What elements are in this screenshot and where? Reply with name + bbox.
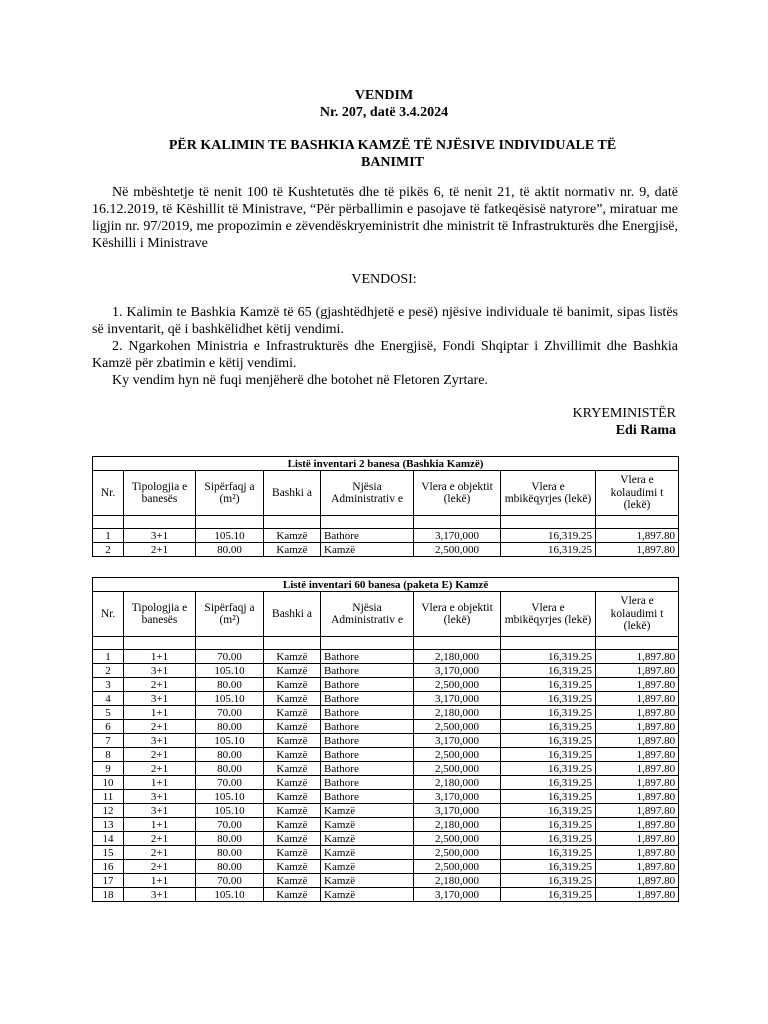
cell-area: 105.10 — [196, 529, 264, 543]
cell-area: 105.10 — [196, 734, 264, 748]
cell-object-value: 2,180,000 — [414, 818, 501, 832]
table-row — [93, 832, 679, 846]
preamble-paragraph: Në mbështetje të nenit 100 të Kushtetutës dhe të pikës 6, të nenit 21, të aktit normativ nr. 9, datë 16.12.2019, të Këshillit të Ministrave, “Për përballimin e pasojave të fatkeqësisë natyrore”, miratuar me ligjin nr. 97/2019, me propozimin e zëvendëskryeministrit dhe ministrit të Infrastrukturës dhe Energjisë, Këshilli i Ministrave — [92, 185, 678, 251]
cell-typology: 2+1 — [124, 832, 196, 846]
cell-supervision-value: 16,319.25 — [501, 762, 596, 776]
table-row — [93, 543, 679, 557]
table-row — [93, 762, 679, 776]
cell-area: 105.10 — [196, 692, 264, 706]
cell-nr: 13 — [93, 818, 124, 832]
cell-nr: 3 — [93, 678, 124, 692]
cell-area: 80.00 — [196, 543, 264, 557]
cell-supervision-value: 16,319.25 — [501, 818, 596, 832]
cell-area: 70.00 — [196, 650, 264, 664]
cell-supervision-value: 16,319.25 — [501, 790, 596, 804]
cell-municipality: Kamzë — [264, 692, 321, 706]
cell-object-value: 3,170,000 — [414, 692, 501, 706]
cell-inspection-value: 1,897.80 — [596, 650, 679, 664]
col-nr: Nr. — [93, 592, 124, 637]
cell-typology: 1+1 — [124, 706, 196, 720]
cell-object-value: 3,170,000 — [414, 804, 501, 818]
decision-number: Nr. 207, datë 3.4.2024 — [319, 105, 449, 120]
cell-area: 80.00 — [196, 860, 264, 874]
signature-name: Edi Rama — [615, 423, 676, 438]
cell-nr: 12 — [93, 804, 124, 818]
cell-inspection-value: 1,897.80 — [596, 846, 679, 860]
cell-typology: 3+1 — [124, 888, 196, 902]
cell-supervision-value: 16,319.25 — [501, 804, 596, 818]
cell-typology: 3+1 — [124, 529, 196, 543]
table-row — [93, 860, 679, 874]
cell-area: 80.00 — [196, 846, 264, 860]
table-row — [93, 734, 679, 748]
cell-object-value: 2,500,000 — [414, 846, 501, 860]
blank-row — [93, 516, 679, 529]
cell-typology: 2+1 — [124, 678, 196, 692]
cell-typology: 2+1 — [124, 860, 196, 874]
cell-object-value: 2,500,000 — [414, 832, 501, 846]
cell-municipality: Kamzë — [264, 818, 321, 832]
cell-admin-unit: Bathore — [321, 734, 414, 748]
cell-supervision-value: 16,319.25 — [501, 860, 596, 874]
cell-municipality: Kamzë — [264, 846, 321, 860]
col-area: Sipërfaqj a (m²) — [196, 471, 264, 516]
cell-nr: 2 — [93, 543, 124, 557]
cell-nr: 17 — [93, 874, 124, 888]
col-admin-unit: Njësia Administrativ e — [321, 592, 414, 637]
cell-area: 105.10 — [196, 664, 264, 678]
cell-object-value: 3,170,000 — [414, 734, 501, 748]
inventory-table-2 — [92, 577, 679, 902]
col-typology: Tipologjia e banesës — [124, 471, 196, 516]
cell-admin-unit: Kamzë — [321, 804, 414, 818]
cell-supervision-value: 16,319.25 — [501, 874, 596, 888]
col-inspection-value: Vlera e kolaudimi t (lekë) — [596, 592, 679, 637]
cell-municipality: Kamzë — [264, 804, 321, 818]
cell-typology: 1+1 — [124, 874, 196, 888]
cell-typology: 2+1 — [124, 748, 196, 762]
cell-admin-unit: Bathore — [321, 678, 414, 692]
cell-municipality: Kamzë — [264, 874, 321, 888]
cell-typology: 3+1 — [124, 664, 196, 678]
col-area: Sipërfaqj a (m²) — [196, 592, 264, 637]
decision-title: VENDIM — [354, 88, 414, 103]
cell-supervision-value: 16,319.25 — [501, 748, 596, 762]
table-row — [93, 888, 679, 902]
cell-inspection-value: 1,897.80 — [596, 734, 679, 748]
cell-area: 80.00 — [196, 678, 264, 692]
cell-object-value: 2,500,000 — [414, 720, 501, 734]
cell-object-value: 2,500,000 — [414, 762, 501, 776]
cell-typology: 3+1 — [124, 790, 196, 804]
cell-nr: 6 — [93, 720, 124, 734]
cell-typology: 1+1 — [124, 650, 196, 664]
cell-area: 70.00 — [196, 874, 264, 888]
cell-object-value: 3,170,000 — [414, 888, 501, 902]
cell-object-value: 3,170,000 — [414, 790, 501, 804]
cell-area: 70.00 — [196, 706, 264, 720]
cell-admin-unit: Bathore — [321, 776, 414, 790]
cell-nr: 5 — [93, 706, 124, 720]
col-inspection-value: Vlera e kolaudimi t (lekë) — [596, 471, 679, 516]
cell-inspection-value: 1,897.80 — [596, 748, 679, 762]
col-municipality: Bashki a — [264, 471, 321, 516]
closing-sentence: Ky vendim hyn në fuqi menjëherë dhe botohet në Fletoren Zyrtare. — [112, 373, 488, 388]
cell-object-value: 2,500,000 — [414, 748, 501, 762]
table-row — [93, 664, 679, 678]
signature-block — [573, 405, 676, 439]
cell-object-value: 2,500,000 — [414, 860, 501, 874]
cell-area: 105.10 — [196, 888, 264, 902]
cell-admin-unit: Kamzë — [321, 888, 414, 902]
inventory-table-1 — [92, 456, 679, 557]
cell-supervision-value: 16,319.25 — [501, 650, 596, 664]
table-row — [93, 706, 679, 720]
cell-object-value: 3,170,000 — [414, 529, 501, 543]
cell-nr: 11 — [93, 790, 124, 804]
col-object-value: Vlera e objektit (lekë) — [414, 592, 501, 637]
cell-municipality: Kamzë — [264, 543, 321, 557]
cell-nr: 10 — [93, 776, 124, 790]
col-supervision-value: Vlera e mbikëqyrjes (lekë) — [501, 592, 596, 637]
table-row — [93, 650, 679, 664]
cell-municipality: Kamzë — [264, 762, 321, 776]
cell-municipality: Kamzë — [264, 776, 321, 790]
table-row — [93, 776, 679, 790]
cell-supervision-value: 16,319.25 — [501, 846, 596, 860]
decision-subject: PËR KALIMIN TE BASHKIA KAMZË TË NJËSIVE INDIVIDUALE TË BANIMIT — [168, 138, 617, 170]
cell-inspection-value: 1,897.80 — [596, 762, 679, 776]
cell-area: 70.00 — [196, 818, 264, 832]
cell-supervision-value: 16,319.25 — [501, 543, 596, 557]
cell-supervision-value: 16,319.25 — [501, 734, 596, 748]
table-2-caption: Listë inventari 60 banesa (paketa E) Kamzë — [93, 578, 679, 592]
cell-municipality: Kamzë — [264, 664, 321, 678]
cell-nr: 2 — [93, 664, 124, 678]
cell-admin-unit: Kamzë — [321, 860, 414, 874]
col-supervision-value: Vlera e mbikëqyrjes (lekë) — [501, 471, 596, 516]
cell-object-value: 3,170,000 — [414, 664, 501, 678]
table-row — [93, 748, 679, 762]
cell-admin-unit: Bathore — [321, 664, 414, 678]
cell-inspection-value: 1,897.80 — [596, 888, 679, 902]
cell-typology: 1+1 — [124, 776, 196, 790]
table-row — [93, 874, 679, 888]
cell-supervision-value: 16,319.25 — [501, 720, 596, 734]
cell-municipality: Kamzë — [264, 790, 321, 804]
col-municipality: Bashki a — [264, 592, 321, 637]
cell-municipality: Kamzë — [264, 720, 321, 734]
cell-inspection-value: 1,897.80 — [596, 874, 679, 888]
table-row — [93, 529, 679, 543]
cell-admin-unit: Bathore — [321, 529, 414, 543]
cell-inspection-value: 1,897.80 — [596, 664, 679, 678]
table-row — [93, 818, 679, 832]
cell-supervision-value: 16,319.25 — [501, 776, 596, 790]
cell-typology: 3+1 — [124, 734, 196, 748]
table-row — [93, 790, 679, 804]
decision-header — [0, 87, 768, 121]
cell-nr: 18 — [93, 888, 124, 902]
cell-object-value: 2,180,000 — [414, 874, 501, 888]
cell-object-value: 2,500,000 — [414, 543, 501, 557]
table-row — [93, 720, 679, 734]
cell-inspection-value: 1,897.80 — [596, 720, 679, 734]
cell-inspection-value: 1,897.80 — [596, 776, 679, 790]
cell-municipality: Kamzë — [264, 748, 321, 762]
table-row — [93, 846, 679, 860]
decides-heading: VENDOSI: — [351, 272, 417, 287]
cell-admin-unit: Kamzë — [321, 543, 414, 557]
cell-nr: 1 — [93, 650, 124, 664]
cell-object-value: 2,180,000 — [414, 706, 501, 720]
col-object-value: Vlera e objektit (lekë) — [414, 471, 501, 516]
cell-municipality: Kamzë — [264, 650, 321, 664]
cell-inspection-value: 1,897.80 — [596, 790, 679, 804]
cell-admin-unit: Bathore — [321, 762, 414, 776]
cell-supervision-value: 16,319.25 — [501, 832, 596, 846]
cell-area: 80.00 — [196, 748, 264, 762]
cell-inspection-value: 1,897.80 — [596, 706, 679, 720]
cell-inspection-value: 1,897.80 — [596, 860, 679, 874]
table-row — [93, 804, 679, 818]
cell-typology: 3+1 — [124, 804, 196, 818]
cell-nr: 15 — [93, 846, 124, 860]
cell-nr: 9 — [93, 762, 124, 776]
cell-typology: 2+1 — [124, 720, 196, 734]
cell-supervision-value: 16,319.25 — [501, 888, 596, 902]
cell-supervision-value: 16,319.25 — [501, 529, 596, 543]
cell-object-value: 2,500,000 — [414, 678, 501, 692]
cell-nr: 4 — [93, 692, 124, 706]
signature-role: KRYEMINISTËR — [572, 406, 676, 421]
cell-nr: 1 — [93, 529, 124, 543]
cell-municipality: Kamzë — [264, 706, 321, 720]
cell-admin-unit: Kamzë — [321, 874, 414, 888]
cell-area: 80.00 — [196, 832, 264, 846]
cell-inspection-value: 1,897.80 — [596, 804, 679, 818]
cell-nr: 7 — [93, 734, 124, 748]
point-2: 2. Ngarkohen Ministria e Infrastrukturës dhe Energjisë, Fondi Shqiptar i Zhvillimit dhe Bashkia Kamzë për zbatimin e këtij vendimi. — [92, 339, 678, 371]
cell-area: 70.00 — [196, 776, 264, 790]
cell-inspection-value: 1,897.80 — [596, 543, 679, 557]
cell-supervision-value: 16,319.25 — [501, 678, 596, 692]
cell-admin-unit: Bathore — [321, 790, 414, 804]
cell-municipality: Kamzë — [264, 832, 321, 846]
cell-nr: 8 — [93, 748, 124, 762]
cell-nr: 14 — [93, 832, 124, 846]
cell-admin-unit: Bathore — [321, 720, 414, 734]
cell-supervision-value: 16,319.25 — [501, 706, 596, 720]
cell-admin-unit: Kamzë — [321, 818, 414, 832]
col-nr: Nr. — [93, 471, 124, 516]
cell-area: 80.00 — [196, 720, 264, 734]
cell-admin-unit: Bathore — [321, 692, 414, 706]
cell-object-value: 2,180,000 — [414, 650, 501, 664]
cell-admin-unit: Kamzë — [321, 832, 414, 846]
cell-inspection-value: 1,897.80 — [596, 678, 679, 692]
cell-typology: 2+1 — [124, 543, 196, 557]
col-admin-unit: Njësia Administrativ e — [321, 471, 414, 516]
cell-typology: 2+1 — [124, 762, 196, 776]
cell-admin-unit: Kamzë — [321, 846, 414, 860]
table-row — [93, 678, 679, 692]
cell-municipality: Kamzë — [264, 734, 321, 748]
cell-admin-unit: Bathore — [321, 706, 414, 720]
cell-object-value: 2,180,000 — [414, 776, 501, 790]
cell-area: 80.00 — [196, 762, 264, 776]
cell-municipality: Kamzë — [264, 529, 321, 543]
cell-inspection-value: 1,897.80 — [596, 692, 679, 706]
cell-municipality: Kamzë — [264, 860, 321, 874]
cell-supervision-value: 16,319.25 — [501, 692, 596, 706]
cell-inspection-value: 1,897.80 — [596, 832, 679, 846]
cell-inspection-value: 1,897.80 — [596, 818, 679, 832]
cell-supervision-value: 16,319.25 — [501, 664, 596, 678]
table-row — [93, 692, 679, 706]
col-typology: Tipologjia e banesës — [124, 592, 196, 637]
table-1-caption: Listë inventari 2 banesa (Bashkia Kamzë) — [93, 457, 679, 471]
cell-municipality: Kamzë — [264, 888, 321, 902]
blank-row — [93, 637, 679, 650]
cell-nr: 16 — [93, 860, 124, 874]
cell-typology: 2+1 — [124, 846, 196, 860]
cell-admin-unit: Bathore — [321, 748, 414, 762]
cell-inspection-value: 1,897.80 — [596, 529, 679, 543]
point-1: 1. Kalimin te Bashkia Kamzë të 65 (gjashtëdhjetë e pesë) njësive individuale të banimit, sipas listës së inventarit, që i bashkëlidhet këtij vendimi. — [92, 305, 678, 337]
cell-municipality: Kamzë — [264, 678, 321, 692]
cell-typology: 3+1 — [124, 692, 196, 706]
cell-area: 105.10 — [196, 804, 264, 818]
cell-area: 105.10 — [196, 790, 264, 804]
cell-admin-unit: Bathore — [321, 650, 414, 664]
cell-typology: 1+1 — [124, 818, 196, 832]
